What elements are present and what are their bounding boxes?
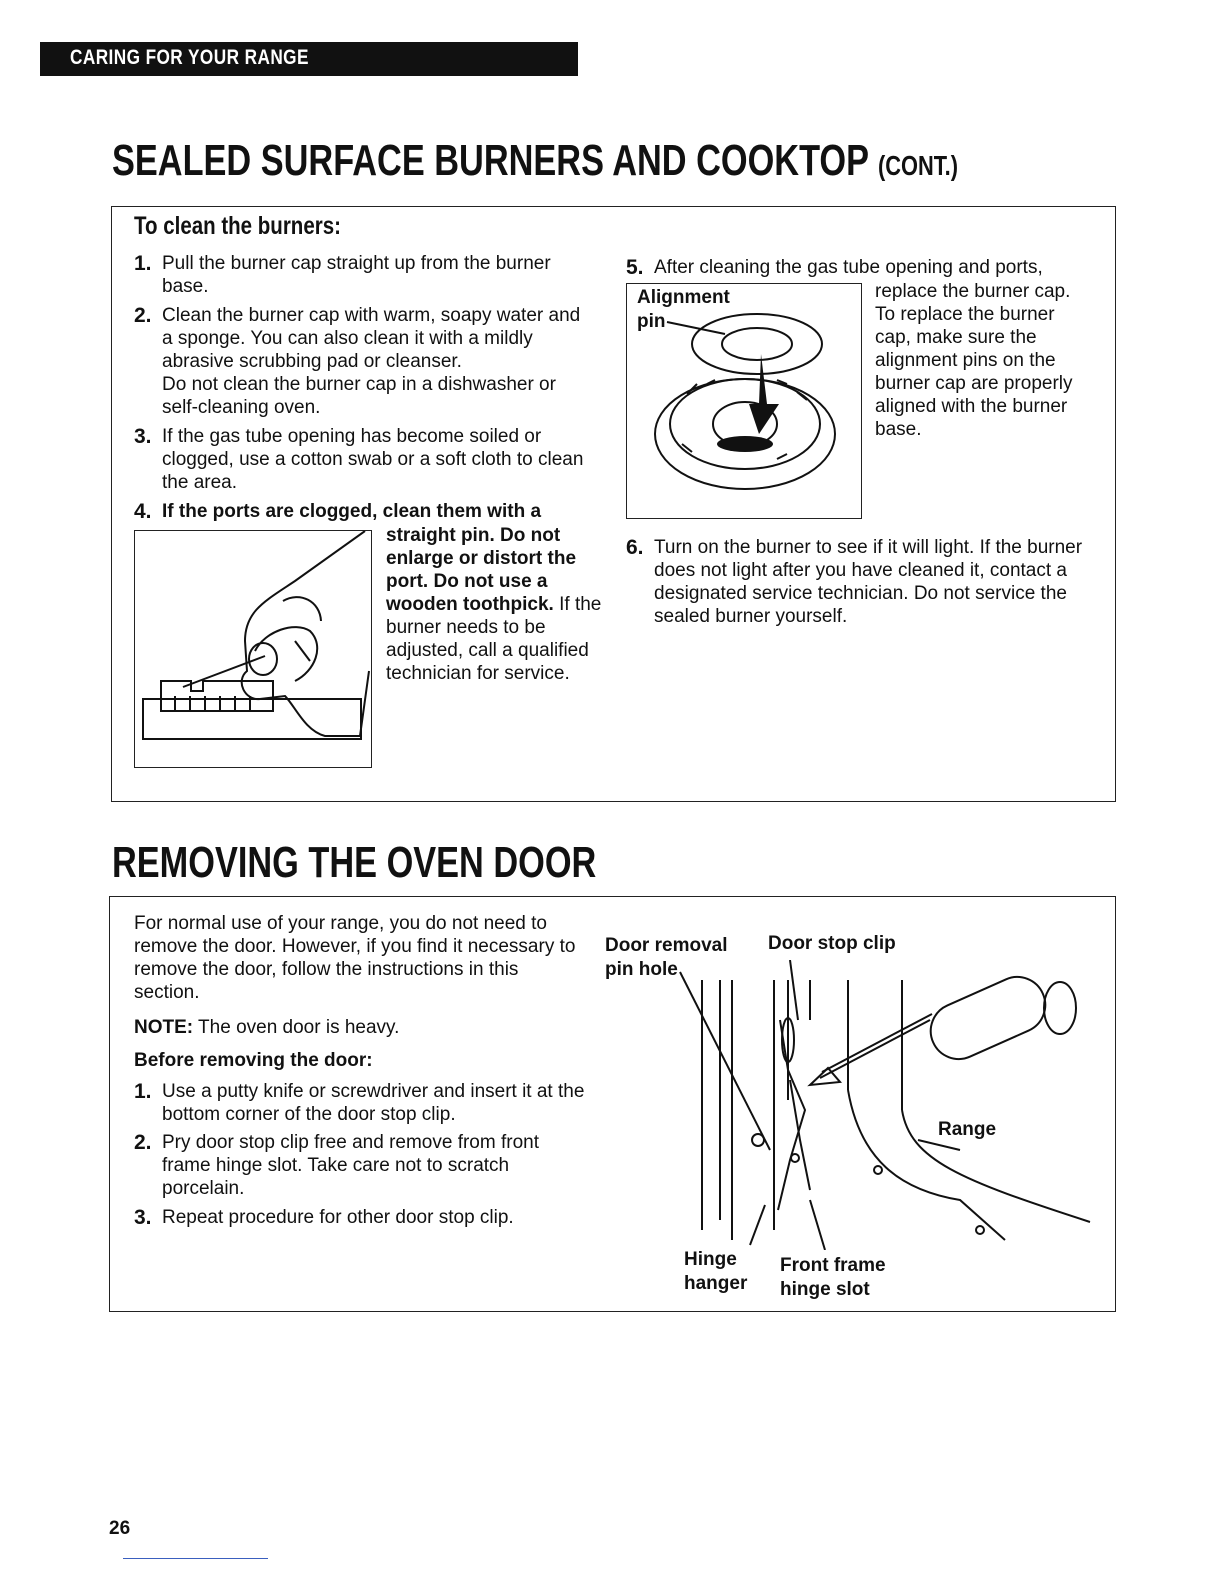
footer-rule [123, 1558, 268, 1559]
door-removal-pin-hole-label: Door removal pin hole [605, 935, 728, 980]
step-number: 3. [134, 1206, 152, 1229]
section2-title: REMOVING THE OVEN DOOR [112, 838, 597, 887]
step-text: Pry door stop clip free and remove from front frame hinge slot. Take care not to scratch porcelain. [162, 1132, 539, 1199]
pin-cleaning-illustration [135, 531, 371, 767]
step-number: 2. [134, 304, 152, 327]
pin-cleaning-figure [134, 530, 372, 768]
step-number: 1. [134, 252, 152, 275]
step-number: 4. [134, 500, 152, 523]
step-text: Clean the burner cap with warm, soapy water and a sponge. You can also clean it with a mildly abrasive scrubbing pad or cleanser. [162, 305, 581, 372]
burner-illustration [627, 284, 861, 518]
section1-subheading: To clean the burners: [134, 212, 341, 240]
step-text: Pull the burner cap straight up from the burner base. [162, 253, 551, 297]
section1-title [112, 136, 958, 186]
burner-step-4-continued [386, 524, 606, 685]
step-number: 2. [134, 1131, 152, 1154]
step-text-lead: After cleaning the gas tube opening and ports, [654, 257, 1043, 278]
door-note [134, 1016, 589, 1039]
step-number: 6. [626, 536, 644, 559]
burner-step-5-continued: replace the burner cap. To replace the burner cap, make sure the alignment pins on the burner cap are properly aligned with the burner base. [875, 281, 1073, 440]
note-text: The oven door is heavy. [198, 1017, 400, 1038]
section-header-bar [40, 42, 578, 76]
burner-step-3 [134, 425, 594, 494]
step-text: Repeat procedure for other door stop clip. [162, 1207, 514, 1228]
burner-step-6 [626, 536, 1086, 628]
step-number: 1. [134, 1080, 152, 1103]
section1-title-text: SEALED SURFACE BURNERS AND COOKTOP [112, 136, 869, 185]
section1-title-suffix: (CONT.) [877, 150, 959, 181]
door-step-2 [134, 1131, 589, 1200]
note-label: NOTE: [134, 1017, 194, 1038]
burner-step-4 [134, 500, 604, 523]
step-text: Turn on the burner to see if it will light. If the burner does not light after you have cleaned it, contact a designated service technician. Do not service the sealed burner yourself. [654, 537, 1083, 627]
step-text-bold-cont: straight pin. Do not enlarge or distort the port. Do not use a wooden toothpick. [386, 525, 577, 615]
range-label: Range [938, 1119, 997, 1140]
section-header-label: CARING FOR YOUR RANGE [70, 46, 309, 69]
step-text-warning: Do not clean the burner cap in a dishwasher or self-cleaning oven. [162, 374, 556, 418]
step-number: 5. [626, 256, 644, 279]
door-step-1 [134, 1080, 589, 1126]
step-text-bold: If the ports are clogged, clean them with a [162, 501, 542, 522]
door-intro: For normal use of your range, you do not need to remove the door. However, if you find it necessary to remove the door, follow the instructions in this section. [134, 913, 576, 1003]
burner-alignment-figure [626, 283, 862, 519]
step-text: If the burner needs to be adjusted, call a qualified technician for service. [386, 594, 602, 684]
front-frame-hinge-slot-label: Front frame hinge slot [780, 1255, 886, 1300]
before-removing-heading: Before removing the door: [134, 1050, 373, 1071]
step-text: If the gas tube opening has become soiled or clogged, use a cotton swab or a soft cloth to clean the area. [162, 426, 584, 493]
door-step-3 [134, 1206, 589, 1229]
step-text: Use a putty knife or screwdriver and insert it at the bottom corner of the door stop clip. [162, 1081, 585, 1125]
step-number: 3. [134, 425, 152, 448]
page-number: 26 [109, 1518, 131, 1539]
burner-step-5 [626, 256, 1096, 279]
door-stop-clip-label: Door stop clip [768, 933, 896, 954]
burner-step-2 [134, 304, 594, 419]
alignment-pin-label: Alignment pin [637, 287, 730, 332]
burner-step-1 [134, 252, 594, 298]
door-removal-illustration [660, 960, 1100, 1250]
hinge-hanger-label: Hinge hanger [684, 1249, 748, 1294]
